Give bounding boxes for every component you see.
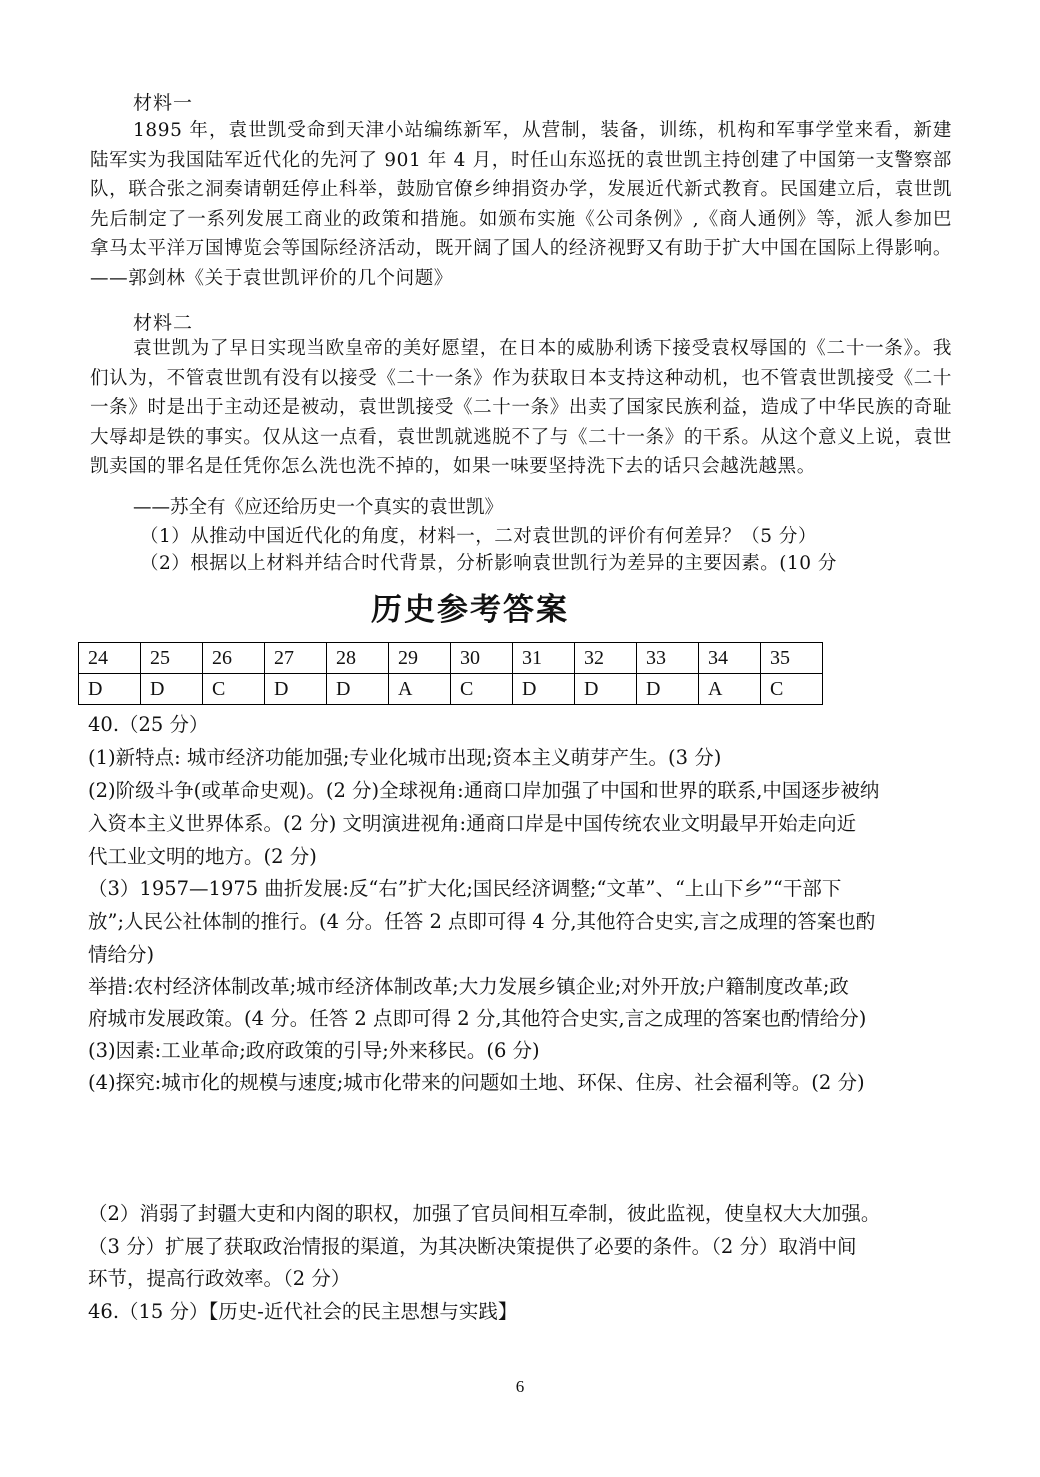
answer-cell: A: [699, 674, 761, 705]
answer-cell: D: [265, 674, 327, 705]
material1-paragraph: 1895 年，袁世凯受命到天津小站编练新军，从营制，装备，训练，机构和军事学堂来看，新建陆军实为我国陆军近代化的先河了 901 年 4 月，时任山东巡抚的袁世凯主持创建了中国第一支警察部队，联合张之洞奏请朝廷停止科举，鼓励官僚乡绅捐资办学，发展近代新式教育。民国建立后，袁世凯先后制定了一系列发展工商业的政策和措施。如颁布实施《公司条例》,《商人通例》等，派人参加巴拿马太平洋万国博览会等国际经济活动，既开阔了国人的经济视野又有助于扩大中国在国际上得影响。——郭剑林《关于袁世凯评价的几个问题》: [90, 120, 952, 289]
question-2: （2）根据以上材料并结合时代背景，分析影响袁世凯行为差异的主要因素。(10 分: [140, 553, 837, 574]
answer-line: 情给分): [88, 943, 155, 966]
answer-title: 历史参考答案: [371, 592, 569, 628]
material2-heading: 材料二: [133, 312, 194, 334]
answer-cell: D: [79, 674, 141, 705]
material2-source: ——苏全有《应还给历史一个真实的袁世凯》: [133, 497, 504, 518]
answer-line: （3 分）扩展了获取政治情报的渠道，为其决断决策提供了必要的条件。（2 分）取消中间: [88, 1235, 857, 1258]
answer-line: 放”;人民公社体制的推行。(4 分。任答 2 点即可得 4 分,其他符合史实,言之成理的答案也酌: [88, 910, 876, 933]
answer-cell: D: [141, 674, 203, 705]
answer-cell: D: [513, 674, 575, 705]
answer-line: 代工业文明的地方。(2 分): [88, 845, 317, 868]
answer-table: [78, 642, 823, 705]
question-number-cell: 29: [389, 643, 451, 674]
question-number-cell: 31: [513, 643, 575, 674]
question-number-cell: 35: [761, 643, 823, 674]
question-number-cell: 32: [575, 643, 637, 674]
answer-line: 举措:农村经济体制改革;城市经济体制改革;大力发展乡镇企业;对外开放;户籍制度改革;政: [88, 975, 849, 998]
answer-line: (1)新特点: 城市经济功能加强;专业化城市出现;资本主义萌芽产生。(3 分): [88, 746, 722, 769]
question-number-cell: 25: [141, 643, 203, 674]
answer-cell: A: [389, 674, 451, 705]
answer-line: 入资本主义世界体系。(2 分) 文明演进视角:通商口岸是中国传统农业文明最早开始走向近: [88, 812, 857, 835]
material1-heading: 材料一: [133, 92, 194, 114]
question-number-cell: 27: [265, 643, 327, 674]
question-1: （1）从推动中国近代化的角度，材料一，二对袁世凯的评价有何差异？（5 分）: [140, 526, 817, 547]
question-number-cell: 33: [637, 643, 699, 674]
material2-paragraph: 袁世凯为了早日实现当欧皇帝的美好愿望，在日本的威胁利诱下接受袁权辱国的《二十一条》。我们认为，不管袁世凯有没有以接受《二十一条》作为获取日本支持这种动机，也不管袁世凯接受《二十一条》时是出于主动还是被动，袁世凯接受《二十一条》出卖了国家民族利益，造成了中华民族的奇耻大辱却是铁的事实。仅从这一点看，袁世凯就逃脱不了与《二十一条》的干系。从这个意义上说，袁世凯卖国的罪名是任凭你怎么洗也洗不掉的，如果一味要坚持洗下去的话只会越洗越黑。: [90, 338, 952, 477]
question-number-cell: 28: [327, 643, 389, 674]
answer-line: (4)探究:城市化的规模与速度;城市化带来的问题如土地、环保、住房、社会福利等。(2 分): [88, 1071, 865, 1094]
answer-line: （3）1957—1975 曲折发展:反“右”扩大化;国民经济调整;“文革”、“上山下乡”“干部下: [88, 877, 842, 900]
answer-cell: D: [575, 674, 637, 705]
answer-line: 府城市发展政策。(4 分。任答 2 点即可得 2 分,其他符合史实,言之成理的答案也酌情给分): [88, 1007, 867, 1030]
answer-cell: C: [451, 674, 513, 705]
answer-table-answer-row: [79, 674, 823, 705]
answer-line: (2)阶级斗争(或革命史观)。(2 分)全球视角:通商口岸加强了中国和世界的联系,中国逐步被纳: [88, 779, 880, 802]
answer-line: 46.（15 分）【历史-近代社会的民主思想与实践】: [88, 1300, 518, 1323]
question-number-cell: 34: [699, 643, 761, 674]
answer-line: (3)因素:工业革命;政府政策的引导;外来移民。(6 分): [88, 1039, 540, 1062]
answer-table-number-row: [79, 643, 823, 674]
answer-line: （2）消弱了封疆大吏和内阁的职权，加强了官员间相互牵制，彼此监视，使皇权大大加强。: [88, 1202, 881, 1225]
question-number-cell: 24: [79, 643, 141, 674]
answer-line: 40.（25 分）: [88, 713, 209, 736]
page-number: 6: [515, 1377, 525, 1396]
question-number-cell: 26: [203, 643, 265, 674]
answer-cell: D: [637, 674, 699, 705]
answer-cell: D: [327, 674, 389, 705]
answer-cell: C: [761, 674, 823, 705]
question-number-cell: 30: [451, 643, 513, 674]
answer-cell: C: [203, 674, 265, 705]
answer-line: 环节，提高行政效率。（2 分）: [88, 1267, 351, 1290]
